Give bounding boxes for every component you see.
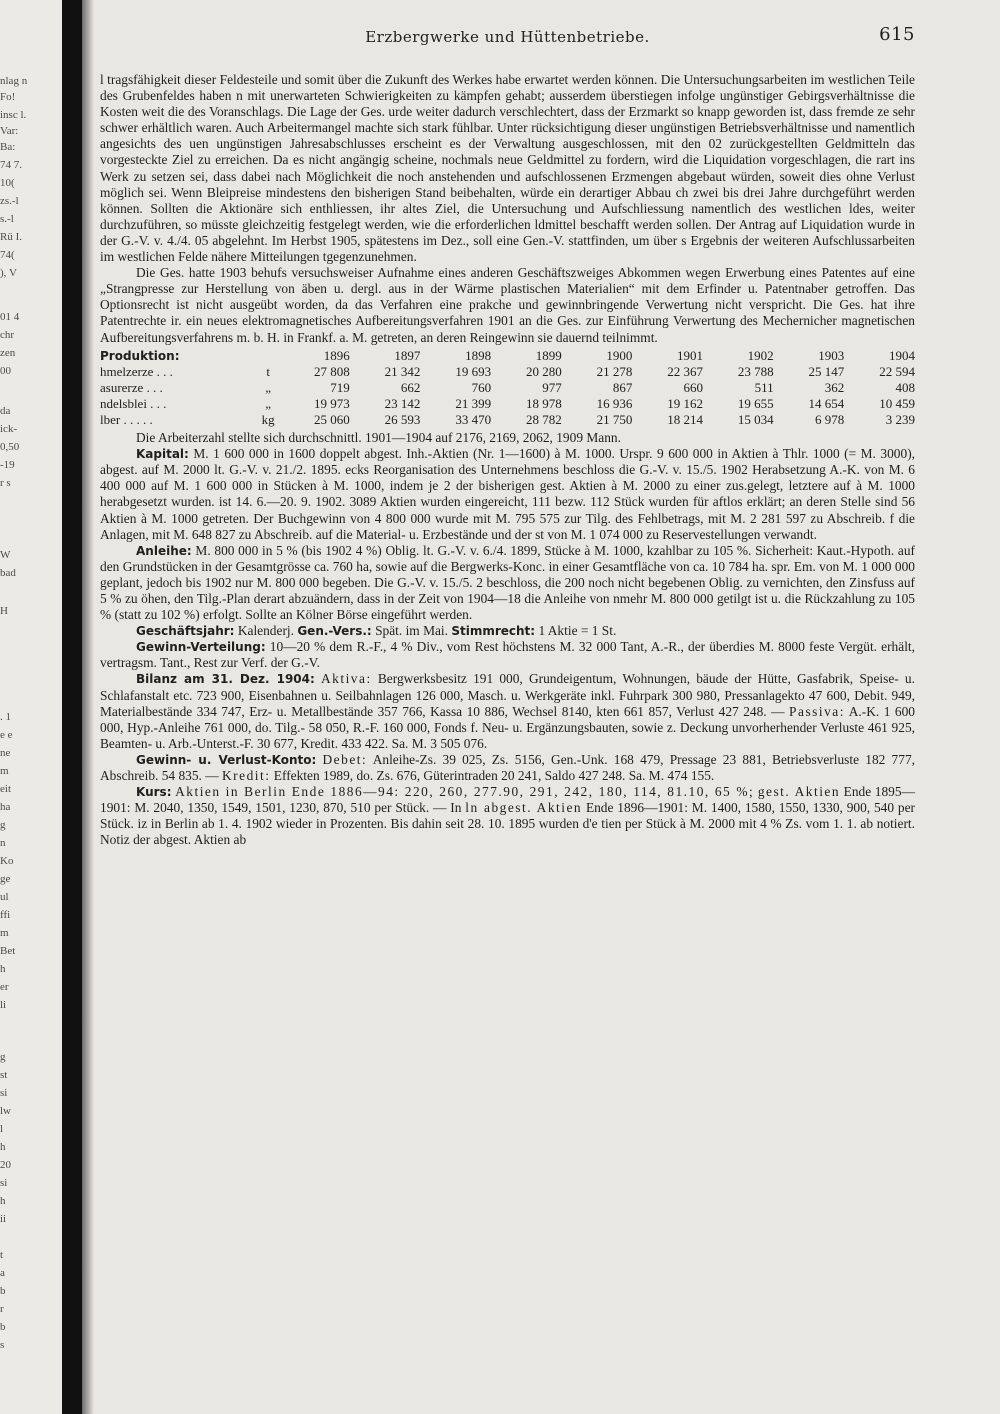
left-page-fragment: 01 4 [0, 311, 20, 323]
table-cell: 18 214 [667, 411, 703, 427]
table-cell: 21 750 [596, 411, 633, 427]
year-header: 1899 [535, 347, 562, 363]
left-page-fragment: h [0, 1141, 6, 1153]
table-cell: 25 060 [314, 411, 350, 427]
left-page-fragment: 0,50 [0, 441, 20, 453]
left-page-fragment: da [0, 405, 11, 417]
paragraph-patent: Die Ges. hatte 1903 behufs versuchsweiser Aufnahme eines anderen Geschäftszweiges Abkommen wegen Erwerbung eines Patentes auf eine „Strangpresse zur Herstellung von äben u. dergl. aus in der Wärme plastischen Materialien“ mit dem Erfinder u. Patentnaber getroffen. Das Optionsrecht ist nicht ausgeübt worden, da das Verfahren eine prakche und gewinnbringende Verwertung nicht verspricht. Die Ges. hat ihre Patentrechte ir. ein neues elektromagnetisches Aufbereitungsverfahren 1901 an die Ges. zur Einführung Verwertung des Mechernicher magnetischen Aufbereitungsverfahrens m. b. H. in Frankf. a. M. getreten, an deren Reingewinn sie dauernd teilnimmt. [100, 265, 915, 345]
row-label: ndelsblei . . . [100, 395, 167, 411]
kapital-section [100, 446, 915, 543]
left-page-fragment: e e [0, 729, 13, 741]
genvers-label: Gen.-Vers.: [297, 624, 372, 639]
left-page-fragment: 74( [0, 249, 15, 261]
table-row [100, 396, 915, 412]
left-page-fragment: chr [0, 329, 15, 341]
left-page-fragment: 00 [0, 365, 11, 377]
running-header [100, 20, 915, 50]
year-header: 1898 [465, 347, 492, 363]
gewinn-section [100, 639, 915, 671]
table-cell: 22 367 [667, 363, 703, 379]
header-title: Erzbergwerke und Hüttenbetriebe. [365, 28, 650, 46]
table-cell: 28 782 [525, 411, 562, 427]
left-page-fragment: H [0, 605, 8, 617]
production-rows [100, 364, 915, 428]
left-page-fragment: ick- [0, 423, 18, 435]
gewinn-label: Gewinn-Verteilung: [136, 640, 266, 655]
kredit-label: Kredit: [222, 768, 271, 784]
left-page-fragment: si [0, 1177, 8, 1189]
table-cell: 19 693 [455, 363, 492, 379]
table-cell: 362 [824, 379, 845, 395]
left-page-fragment: Ba: [0, 141, 16, 153]
paragraph-liquidation: l tragsfähigkeit dieser Feldesteile und somit über die Zukunft des Werkes habe erwartet werden können. Die Untersuchungsarbeiten im westlichen Teile des Grubenfeldes haben n mit unerwarteten Schwierigkeiten zu kämpfen gehabt; ausserdem überstiegen infolge ungünstiger Gebirgsverhältnisse die Kosten weit die des Voranschlags. Die Lage der Ges. urde weiter dadurch verschlechtert, dass der Erzmarkt so knapp geworden ist, dass fremde ze sehr schwer erhältlich waren. Auch Arbeitermangel machte sich stark fühlbar. Unter rücksichtigung dieser ungünstigen Betriebsverhältnisse und namentlich angesichts des uen ungünstigen Jahresabschlusses erscheint es der Verwaltung ausgeschlossen, mit den 02 zurückgestellten Geldmitteln das vorgesteckte Ziel zu erreichen. Da es nicht angängig scheine, nochmals neue Geldmittel zu fordern, wird die Liquidation vorgeschlagen, die rart ins Werk zu setzen sei, dass dabei nach Möglichkeit die noch anstehenden und aufschlossenen Erzmengen abgebaut würden, soweit dies ohne Verlust möglich sei. Wenn Bleipreise mindestens den bisherigen Stand beibehalten, würde ein derartiger Abbau ch zwei bis drei Jahre durchgeführt werden können. Sollten die Aktionäre sich enthliessen, ihr altes Ziel, die Untersuchung und Aufschliessung namentlich des westlichen ldes, weiter durchzuführen, so müsste gleichzeitig festgelegt werden, wie die erforderlichen ldmittel beschafft werden sollen. Der Antrag auf Liquidation wurde in der G.-V. v. 4./4. 05 abgelehnt. Im Herbst 1905, spätestens im Dez., soll eine Gen.-V. stattfinden, um über s Ergebnis der weiteren Aufschlussarbeiten im westlichen Felde nähere Mitteilungen tgegenzunehmen. [100, 72, 915, 265]
table-cell: 3 239 [885, 411, 915, 427]
guv-kredit: Effekten 1989, do. Zs. 676, Güterintraden 20 241, Saldo 427 248. Sa. M. 474 155. [273, 768, 715, 784]
table-cell: 660 [683, 379, 703, 395]
table-cell: 26 593 [384, 411, 421, 427]
left-page-fragment: ffi [0, 909, 11, 921]
left-page-fragment: er [0, 981, 9, 993]
left-page-fragment: ul [0, 891, 9, 903]
table-cell: 19 973 [314, 395, 350, 411]
table-row [100, 364, 915, 380]
production-header-row [100, 348, 915, 364]
left-page-fragment: s [0, 1339, 5, 1351]
left-page-fragment: ii [0, 1213, 7, 1225]
table-cell: 21 399 [455, 395, 492, 411]
left-page-fragment: a [0, 1267, 5, 1279]
bilanz-section [100, 671, 915, 751]
gj-text: Kalenderj. [237, 623, 294, 639]
table-cell: 22 594 [879, 363, 915, 379]
table-row [100, 412, 915, 428]
left-page-fragment: lw [0, 1105, 11, 1117]
left-page-fragment: h [0, 963, 6, 975]
left-page-fragment: -19 [0, 459, 15, 471]
table-cell: 18 978 [525, 395, 562, 411]
left-page-fragment: zs.-l [0, 195, 19, 207]
table-cell: 662 [400, 379, 421, 395]
row-unit: „ [265, 395, 272, 411]
left-page-fragment: ), V [0, 267, 17, 279]
bilanz-passiva: A.-K. 1 600 000, Hyp.-Anleihe 761 000, do. Tilg.- 58 050, R.-F. 160 000, Fonds f. Neu- u. Ergänzungsbauten, sowie z. Deckung unvorherhender Verluste 461 925, Beamten- u. Arb.-Unterst.-F. 30 677, Kredit. 433 422. Sa. M. 3 505 076. [100, 703, 915, 751]
left-page-fragment: Var: [0, 125, 19, 137]
left-page-fragment: bad [0, 567, 16, 579]
left-page-fragment: g [0, 819, 6, 831]
aktiva-label: Aktiva: [321, 671, 372, 687]
left-page-fragment: eit [0, 783, 11, 795]
left-page-fragment: ge [0, 873, 11, 885]
table-cell: 21 342 [384, 363, 421, 379]
left-page-fragment: ne [0, 747, 11, 759]
year-header: 1903 [818, 347, 845, 363]
left-page-fragment: r s [0, 477, 11, 489]
guv-debet: Anleihe-Zs. 39 025, Zs. 5156, Gen.-Unk. 168 479, Pressage 23 881, Betriebsverluste 182 777, Abschreib. 54 835. — [100, 751, 915, 784]
left-page-fragment: 10( [0, 177, 15, 189]
left-page-fragment: li [0, 999, 7, 1011]
left-page-fragment: 74 7. [0, 159, 22, 171]
left-page-fragment: 20 [0, 1159, 11, 1171]
bilanz-aktiva: Bergwerksbesitz 191 000, Grundeigentum, Wohnungen, bäude der Hütte, Gasfabrik, Speise- u. Schlafanstalt etc. 723 900, Eisenbahnen u. Seilbahnlagen 126 000, Masch. u. Werkgeräte inkl. Fuhrpark 300 980, Pressanlagekto 47 600, Debit. 949, Materialbestände 334 747, Erz- u. Metallbestände 357 766, Kassa 10 886, Wechsel 8140, kten 661 857, Verlust 427 248. — [100, 671, 915, 719]
table-cell: 15 034 [737, 411, 774, 427]
left-page-fragment: b [0, 1321, 6, 1333]
left-page-fragment: h [0, 1195, 6, 1207]
left-page-fragment: W [0, 549, 11, 561]
kurs-label: Kurs: [136, 785, 172, 800]
kapital-label: Kapital: [136, 447, 189, 462]
gutter-shadow [82, 0, 94, 1414]
workers-line: Die Arbeiterzahl stellte sich durchschnittl. 1901—1904 auf 2176, 2169, 2062, 1909 Mann. [136, 430, 621, 446]
left-page-fragment: s.-l [0, 213, 14, 225]
row-label: hmelzerze . . . [100, 363, 173, 379]
guv-section [100, 752, 915, 784]
kurs-section [100, 784, 915, 848]
anleihe-label: Anleihe: [136, 543, 192, 558]
year-header: 1896 [323, 347, 350, 363]
left-page-fragment: insc l. [0, 109, 27, 121]
bilanz-label: Bilanz am 31. Dez. 1904: [136, 672, 315, 687]
year-header: 1902 [747, 347, 774, 363]
row-label: lber . . . . . [100, 411, 153, 427]
table-cell: 6 978 [815, 411, 845, 427]
left-page-fragment: . 1 [0, 711, 11, 723]
left-page-fragment: t [0, 1249, 4, 1261]
left-page-fragment: Bet [0, 945, 16, 957]
table-cell: 23 788 [737, 363, 774, 379]
left-page-fragment: si [0, 1087, 8, 1099]
left-page-fragment: Rü I. [0, 231, 22, 243]
table-cell: 511 [754, 379, 774, 395]
debet-label: Debet: [322, 751, 368, 767]
table-cell: 719 [330, 379, 350, 395]
stimmrecht-label: Stimmrecht: [451, 624, 536, 639]
row-unit: t [266, 363, 270, 379]
row-unit: „ [265, 379, 272, 395]
left-page-fragment: m [0, 765, 9, 777]
anleihe-section [100, 543, 915, 623]
left-page-fragment: Ko [0, 855, 14, 867]
passiva-label: Passiva: [789, 703, 845, 719]
table-cell: 21 278 [596, 363, 633, 379]
production-table [100, 348, 915, 428]
gewinn-text: 10—20 % dem R.-F., 4 % Div., vom Rest höchstens M. 32 000 Tant, A.-R., der überdies M. 8000 feste Vergüt. erhält, vertragsm. Tant., Rest zur Verf. der G.-V. [100, 639, 915, 671]
year-header: 1897 [394, 347, 421, 363]
left-page-fragment: r [0, 1303, 4, 1315]
left-page-fragment: ha [0, 801, 11, 813]
left-page-fragment: Fo! [0, 91, 16, 103]
left-page-fragment: m [0, 927, 9, 939]
table-cell: 867 [612, 379, 633, 395]
geschaeftsjahr-section [100, 623, 915, 639]
page-number: 615 [879, 24, 915, 45]
guv-label: Gewinn- u. Verlust-Konto: [136, 752, 317, 767]
row-label: asurerze . . . [100, 379, 163, 395]
kurs-koeln-text: Ende 1896—1901: M. 1400, 1580, 1550, 1330, 900, 540 per Stück. iz in Berlin ab 1. 4. 1902 wieder in Prozenten. Bis dahin seit 28. 10. 1895 wurden d'e tien per Stück à M. 2000 mit 4 % Zs. vom 1. 1. ab notiert. Notiz der abgest. Aktien ab [100, 800, 915, 848]
table-cell: 23 142 [384, 395, 421, 411]
year-header: 1901 [676, 347, 703, 363]
year-header: 1904 [889, 347, 915, 363]
table-cell: 20 280 [525, 363, 562, 379]
table-cell: 10 459 [879, 395, 915, 411]
book-gutter [62, 0, 82, 1414]
table-cell: 760 [471, 379, 492, 395]
left-page-fragment: n [0, 837, 6, 849]
table-cell: 19 162 [667, 395, 703, 411]
stimmrecht-text: 1 Aktie = 1 St. [538, 623, 617, 639]
table-cell: 408 [895, 379, 915, 395]
kurs-aktien-berlin: Aktien in Berlin Ende 1886—94: 220, 260, 277.90, 291, 242, 180, 114, 81.10, 65 %; [175, 784, 755, 800]
table-cell: 19 655 [737, 395, 774, 411]
table-cell: 977 [542, 379, 562, 395]
table-cell: 27 808 [314, 363, 350, 379]
kurs-abgest-text: Ende 1895—1901: M. 2040, 1350, 1549, 1501, 1230, 870, 510 per Stück. — In [100, 784, 915, 816]
table-cell: 16 936 [596, 395, 633, 411]
left-page-fragment: nlag n [0, 75, 28, 87]
gj-label: Geschäftsjahr: [136, 624, 235, 639]
page [100, 20, 915, 849]
left-page-edge [0, 0, 62, 1414]
left-page-fragment: g [0, 1051, 6, 1063]
production-label: Produktion: [100, 348, 180, 363]
anleihe-text: M. 800 000 in 5 % (bis 1902 4 %) Oblig. lt. G.-V. v. 6./4. 1899, Stücke à M. 1000, kzahlbar zu 105 %. Sicherheit: Kaut.-Hypoth. auf den Grundstücken in der Gesamtgrösse ca. 760 ha, sowie auf die Bergwerks-Konc. in einer Gesamtfläche von ca. 10 784 ha. spr. Em. von M. 1 000 000 geplant, jedoch bis 1902 nur M. 800 000 begeben. Die G.-V. v. 15./5. 2 beschloss, die 200 noch nicht begebenen Oblig. zu vernichten, den Zinsfuss auf 5 % zu öhen, den Tilg.-Plan derart abzuändern, dass in der Zeit von 1904—18 die Anleihe von nmehr M. 800 000 getilgt ist u. die Rückzahlung zu 105 % (statt zu 102 %) erfolgt. Sollte an Kölner Börse eingeführt werden. [100, 542, 915, 623]
table-cell: 33 470 [455, 411, 492, 427]
left-page-fragment: zen [0, 347, 16, 359]
table-cell: 25 147 [808, 363, 845, 379]
year-header: 1900 [606, 347, 633, 363]
left-page-fragment: st [0, 1069, 8, 1081]
body-text [100, 72, 915, 849]
left-page-fragment: l [0, 1123, 4, 1135]
table-cell: 14 654 [808, 395, 845, 411]
genvers-text: Spät. im Mai. [375, 623, 448, 639]
table-row [100, 380, 915, 396]
row-unit: kg [261, 411, 275, 427]
left-page-fragment: b [0, 1285, 6, 1297]
kurs-abgest-aktien: gest. Aktien [757, 784, 841, 800]
kurs-koeln-abgest: ln abgest. Aktien [465, 800, 583, 816]
kapital-text: M. 1 600 000 in 1600 doppelt abgest. Inh.-Aktien (Nr. 1—1600) à M. 1000. Urspr. 9 600 000 in Aktien à Thlr. 1000 (= M. 3000), abgest. auf M. 2000 lt. G.-V. v. 21./2. 1895. ecks Reorganisation des Unternehmens beschloss die G.-V. v. 15./5. 1902 Herabsetzung A.-K. von M. 6 400 000 auf M. 1 600 000 in Stücken à M. 1000, indem je 2 der bisherigen gest. Aktien à M. 2000 zu einer zus.gelegt, letztere auf à M. 1000 herabgesetzt wurden. ist 14. 6.—20. 9. 1902. 3089 Aktien wurden eingereicht, 111 bezw. 112 Stück wurden für aftlos erklärt; an deren Stelle sind 56 Aktien à M. 1000 getreten. Der Buchgewinn von 4 800 000 wurde mit M. 795 575 zur Tilg. des Fehlbetrags, mit M. 2 281 597 zu Abschreib. f die Anlagen, mit M. 648 827 zu Abschreib. auf die Material- u. Erzbestände und der st von M. 1 074 000 zu Reservestellungen verwandt. [100, 446, 915, 542]
